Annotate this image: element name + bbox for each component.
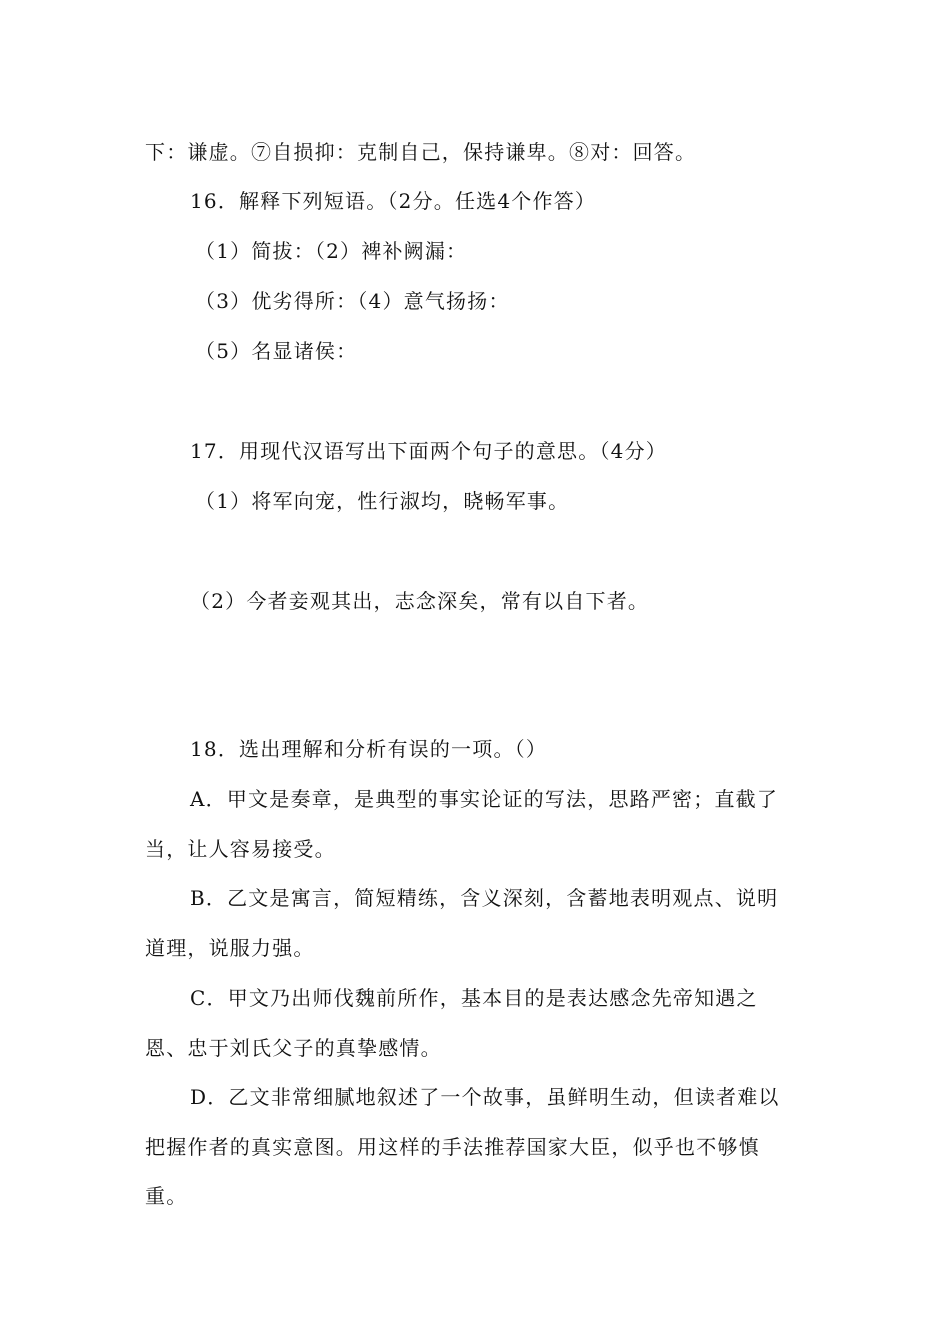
option-a-line-2: 当，让人容易接受。 (145, 837, 336, 861)
option-b-line-2: 道理，说服力强。 (145, 936, 315, 960)
question-17-heading: 17．用现代汉语写出下面两个句子的意思。（4分） (190, 439, 667, 463)
question-16-items-3-4: （3）优劣得所：（4）意气扬扬： (195, 289, 510, 313)
question-18-heading: 18．选出理解和分析有误的一项。（） (190, 737, 548, 761)
question-17-sentence-1: （1）将军向宠，性行淑均，晓畅军事。 (195, 489, 570, 513)
option-d-line-1: D．乙文非常细腻地叙述了一个故事，虽鲜明生动，但读者难以 (190, 1085, 780, 1109)
option-d-line-2: 把握作者的真实意图。用这样的手法推荐国家大臣，似乎也不够慎 (145, 1135, 760, 1159)
note-continuation-line: 下：谦虚。⑦自损抑：克制自己，保持谦卑。⑧对：回答。 (145, 140, 697, 164)
option-c-line-1: C．甲文乃出师伐魏前所作，基本目的是表达感念先帝知遇之 (190, 986, 758, 1010)
option-c-line-2: 恩、忠于刘氏父子的真挚感情。 (145, 1036, 442, 1060)
question-16-items-1-2: （1）简拔：（2）裨补阙漏： (195, 239, 468, 263)
option-b-line-1: B．乙文是寓言，简短精练，含义深刻，含蓄地表明观点、说明 (190, 886, 779, 910)
question-16-heading: 16．解释下列短语。（2分。任选4个作答） (190, 189, 597, 213)
question-16-item-5: （5）名显诸侯： (195, 339, 358, 363)
option-a-line-1: A．甲文是奏章，是典型的事实论证的写法，思路严密；直截了 (190, 787, 779, 811)
question-17-sentence-2: （2）今者妾观其出，志念深矣，常有以自下者。 (190, 589, 650, 613)
option-d-line-3: 重。 (145, 1184, 188, 1208)
